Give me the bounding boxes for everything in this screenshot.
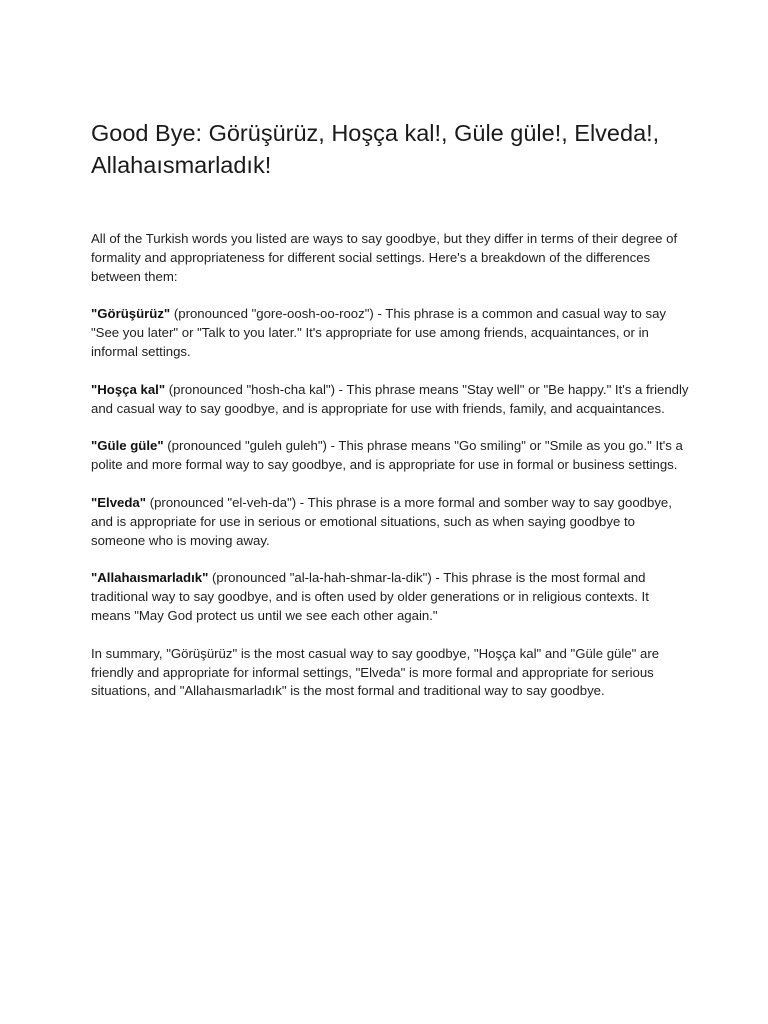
- entry-description: (pronounced "gore-oosh-oo-rooz") - This phrase is a common and casual way to say "See you later" or "Talk to you later." It's appropriate for use among friends, acquaintances, or in informal settings.: [91, 306, 667, 359]
- intro-paragraph: All of the Turkish words you listed are ways to say goodbye, but they differ in terms of their degree of formality and appropriateness for different social settings. Here's a breakdown of the differences between them:: [91, 231, 678, 284]
- entry-description: (pronounced "hosh-cha kal") - This phrase means "Stay well" or "Be happy." It's a friendly and casual way to say goodbye, and is appropriate for use with friends, family, and acquaintances.: [91, 381, 689, 416]
- entry-description: (pronounced "guleh guleh") - This phrase means "Go smiling" or "Smile as you go." It's a polite and more formal way to say goodbye, and is appropriate for use in formal or business settings.: [91, 438, 683, 473]
- entry-term: "Görüşürüz": [91, 306, 171, 322]
- entry-gule-gule: [91, 437, 691, 475]
- document-page: [91, 117, 691, 720]
- entry-description: (pronounced "al-la-hah-shmar-la-dik") - This phrase is the most formal and traditional way to say goodbye, and is often used by older generations or in religious contexts. It means "May God protect us until we see each other again.": [91, 570, 649, 623]
- entry-term: "Elveda": [91, 494, 147, 510]
- entry-gorusuruz: [91, 305, 691, 361]
- entry-elveda: [91, 494, 691, 550]
- entry-term: "Hoşça kal": [91, 381, 166, 397]
- entry-hosca-kal: [91, 381, 691, 419]
- entry-term: "Allahaısmarladık": [91, 570, 209, 586]
- entry-description: (pronounced "el-veh-da") - This phrase is a more formal and somber way to say goodbye, and is appropriate for use in serious or emotional situations, such as when saying goodbye to someone who is moving away.: [91, 494, 672, 548]
- summary-paragraph: In summary, "Görüşürüz" is the most casual way to say goodbye, "Hoşça kal" and "Güle güle" are friendly and appropriate for informal settings, "Elveda" is more formal and appropriate for serious situations, and "Allahaısmarladık" is the most formal and traditional way to say goodbye.: [91, 645, 660, 699]
- entry-allahaismarladik: [91, 569, 691, 625]
- entry-term: "Güle güle": [91, 438, 164, 454]
- document-title: Good Bye: Görüşürüz, Hoşça kal!, Güle güle!, Elveda!, Allahaısmarladık!: [91, 120, 660, 178]
